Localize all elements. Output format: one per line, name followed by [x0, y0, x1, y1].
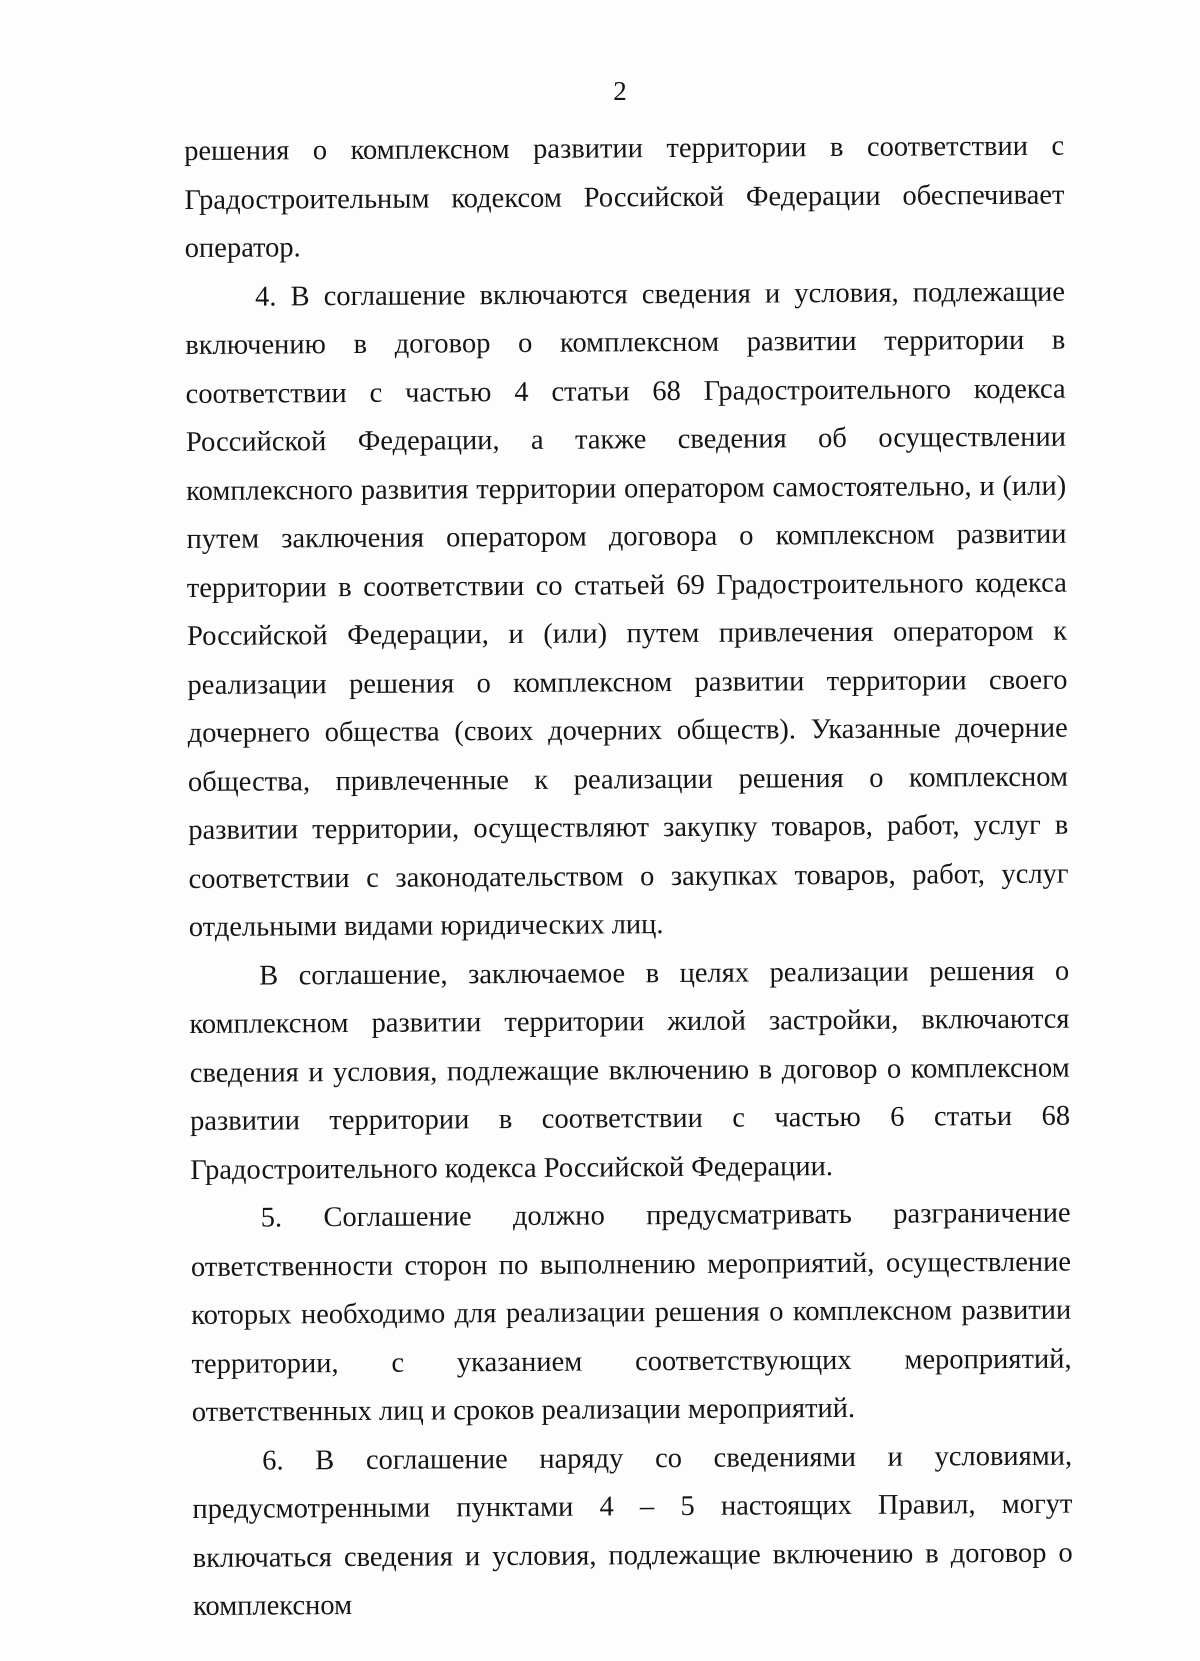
paragraph-item-4-residential: В соглашение, заключаемое в целях реализации решения о комплексном развитии территории жилой застройки, включаются сведения и условия, подлежащие включению в договор о комплексном развитии территории в соответствии с частью 6 статьи 68 Градостроительного кодекса Российской Федерации.	[189, 955, 1071, 1186]
page-number: 2	[613, 76, 627, 106]
paragraph-continuation: решения о комплексном развитии территории в соответствии с Градостроительным кодексом Российской Федерации обеспечивает оператор.	[184, 130, 1065, 264]
paragraph-item-4: 4. В соглашение включаются сведения и условия, подлежащие включению в договор о комплексном развитии территории в соответствии с частью 4 статьи 68 Градостроительного кодекса Российской Федерации, а также сведения об осуществлении комплексного развития территории оператором самостоятельно, и (или) путем заключения оператором договора о комплексном развитии территории в соответствии со статьей 69 Градостроительного кодекса Российской Федерации, и (или) путем привлечения оператором к реализации решения о комплексном развитии территории своего дочернего общества (своих дочерних обществ). Указанные дочерние общества, привлеченные к реализации решения о комплексном развитии территории, осуществляют закупку товаров, работ, услуг в соответствии с законодательством о закупках товаров, работ, услуг отдельными видами юридических лиц.	[185, 276, 1069, 943]
paragraph-item-5: 5. Соглашение должно предусматривать разграничение ответственности сторон по выполнению мероприятий, осуществление которых необходимо для реализации решения о комплексном развитии территории, с указанием соответствующих мероприятий, ответственных лиц и сроков реализации мероприятий.	[190, 1197, 1072, 1428]
document-body	[184, 123, 1073, 1632]
paragraph-item-6: 6. В соглашение наряду со сведениями и условиями, предусмотренными пунктами 4 – 5 настоящих Правил, могут включаться сведения и условия, подлежащие включению в договор о комплексном	[192, 1440, 1073, 1622]
